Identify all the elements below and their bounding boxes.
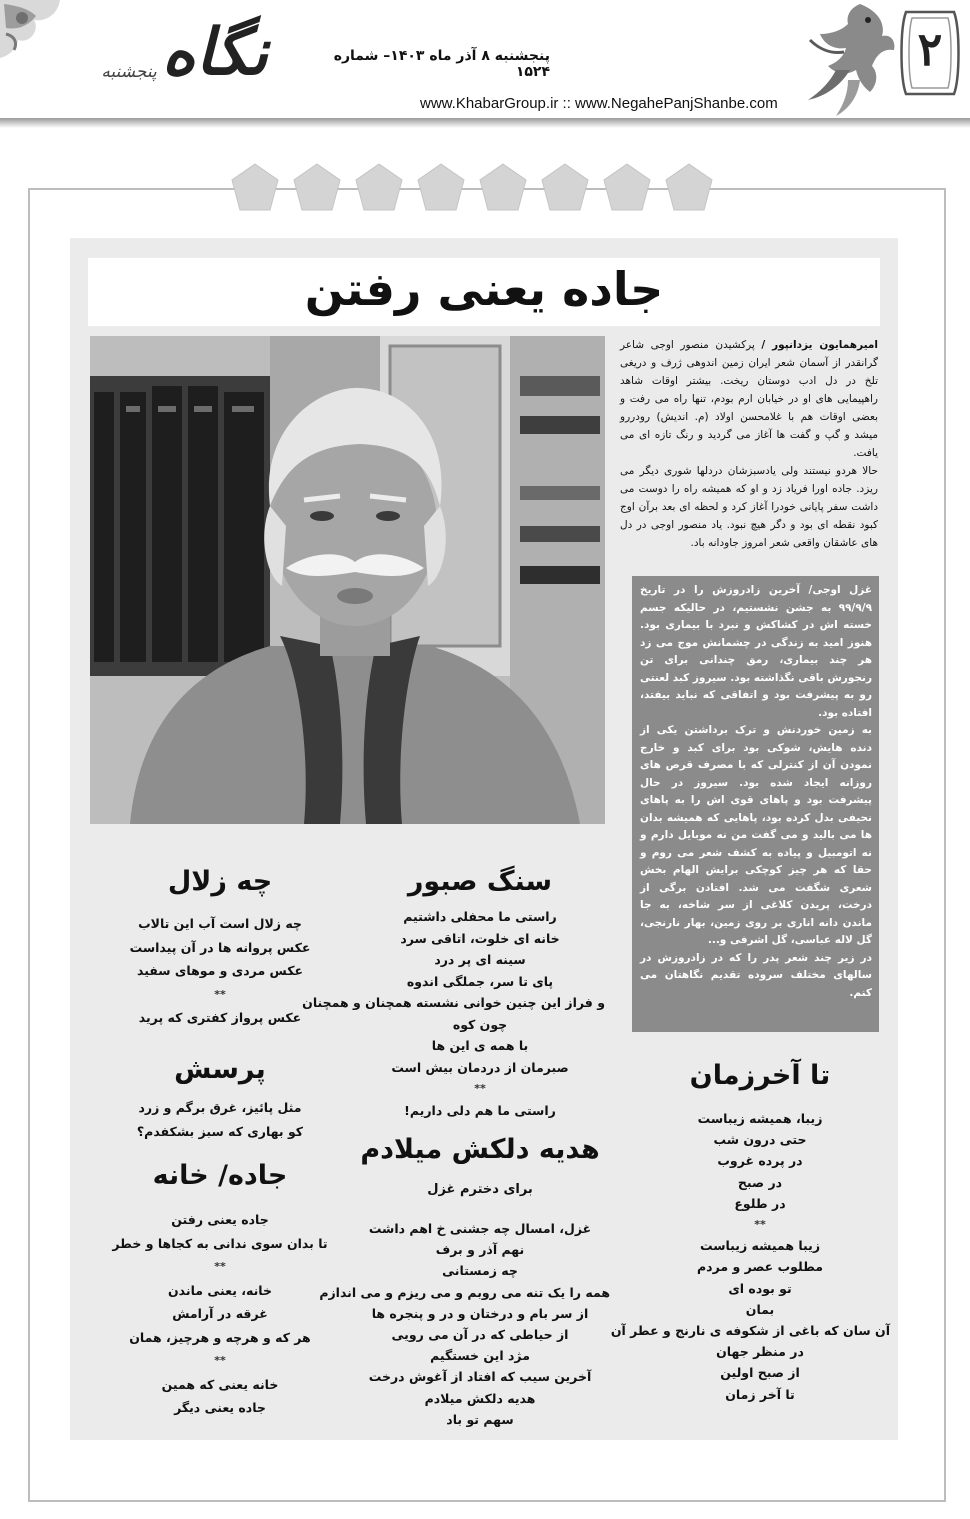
portrait-photo (90, 336, 605, 824)
poem-line: و فراز این چنین خوانی نشسته همچنان و همچنان (302, 995, 605, 1010)
masthead (0, 0, 970, 135)
poem-ta-akhar-zaman (610, 1108, 890, 1405)
poem-line: از صبح اولین (720, 1365, 800, 1381)
poem-line: خانه یعنی که همین (161, 1376, 279, 1392)
poem-line: حتی درون شب (713, 1132, 807, 1148)
floral-ornament-icon (0, 0, 72, 58)
article-title: جاده یعنی رفتن (304, 262, 664, 316)
poem-line: عکس پروانه ها در آن پیداست (129, 939, 311, 955)
poem-line: غرقه در آرامش (172, 1306, 268, 1321)
poem-line: در صبح (737, 1174, 783, 1190)
poem-line: همه را یک تنه می روبم و می ریزم و می اندازم (319, 1284, 610, 1300)
poem-line: در پرده غروب (717, 1153, 803, 1169)
poem-line: چه زلال است آب این تالاب (138, 916, 302, 931)
poem-line: تا بدان سوی ندانی به کجاها و خطر (112, 1235, 328, 1251)
poem-title-che-zolal: چه زلال (167, 866, 273, 897)
intro-text-1: پرکشیدن منصور اوجی شاعر گرانقدر از آسمان شعر ایران زمین اندوهی ژرف و دریغی تلخ در دل ادب دوستان ریخت. بیشتر اوقات شاهد راهپیمایی های او در خیابان ارم بودم، تنها راه می رفت و بعضی اوقات هم با غلامحسن اولاد (م. اندیش) رودررو میشد و گپ و گفت ها آغاز می گردید و رنگ تازه ای می یافت. (620, 339, 878, 459)
article-intro (620, 336, 878, 552)
pentagon-ornament-row (230, 160, 740, 216)
sidebar-text (640, 582, 872, 1002)
poem-separator: ** (214, 987, 226, 1001)
page-number: ۲ (917, 22, 943, 76)
poem-separator: ** (754, 1218, 766, 1232)
poem-line: خانه ای خلوت، اتاقی سرد (400, 930, 560, 946)
poem-subtitle-hediyeh: برای دخترم غزل (427, 1182, 533, 1197)
poem-line: راستی ما محفلی داشتیم (403, 909, 557, 924)
poem-sang-sabur (302, 906, 605, 1121)
poem-line: هر که و هرچه و هرچیز، همان (129, 1329, 311, 1345)
poem-porsesh (110, 1096, 330, 1143)
poem-line: آن سان که باغی از شکوفه ی نارنج و عطر آن (610, 1323, 890, 1339)
poem-line: خانه، یعنی ماندن (168, 1282, 272, 1298)
poem-title-jadeh-khaneh: جاده/ خانه (152, 1160, 288, 1191)
logo-subtitle: پنجشنبه (101, 62, 157, 82)
poem-line: عکس مردی و موهای سفید (136, 963, 304, 978)
poem-line: زیبا، همیشه زیباست (697, 1111, 823, 1126)
poem-separator: ** (214, 1354, 226, 1367)
poem-line: مژد این خستگیم (430, 1348, 530, 1364)
phoenix-ornament-icon (790, 0, 900, 118)
poem-line: عکس پرواز کفتری که پرید (138, 1010, 302, 1025)
author-byline: امیرهمایون یزدانپور / (761, 339, 878, 351)
poem-line: غزل، امسال چه جشنی خ اهم داشت (368, 1221, 592, 1236)
poem-line: جاده یعنی رفتن (171, 1212, 269, 1227)
poem-line: در طلوع (734, 1195, 786, 1211)
sidebar-paragraph-1: آخرین زادروزش را در تاریخ ۹۹/۹/۹ به جشن نشستیم، در حالیکه جسم خسته اش در کشاکش و نبرد با بیماری بود. هنوز امید به زندگی در چشمانش موج می زد هر چند بیماری، رمق چندانی برای تن رنجورش باقی نگذاشته بود. سیروز کبد لعنتی رو به پیشرفت بود و اتفاقی که نباید بیفتد، افتاده بود. (640, 584, 872, 719)
intro-text-2: حالا هردو نیستند ولی یادسبزشان دردلها شوری دیگر می ریزد. جاده اورا فریاد زد و او که همیشه راه را دوست می داشت سفر پایانی خودرا آغاز کرد و لحظه ای بعد برآن اوج کبود نقطه ای بود و دگر هیچ نبود. یاد منصور اوجی در دل های عاشقان واقعی شعر امروز جاودانه باد. (620, 465, 878, 549)
poem-line: تا آخر زمان (725, 1386, 795, 1402)
poem-title-hediyeh: هدیه دلکش میلادم (360, 1134, 600, 1165)
poem-title-porsesh: پرسش (174, 1054, 266, 1085)
poem-title-sang-sabur: سنگ صبور (407, 866, 553, 897)
poem-line: مثل پائیز، غرق برگم و زرد (138, 1100, 302, 1115)
poem-line: از سر بام و درختان و در و پنجره ها (371, 1305, 589, 1321)
website-urls: www.KhabarGroup.ir :: www.NegahePanjShanbe.com (420, 95, 778, 112)
poem-line: زیبا همیشه زیباست (699, 1238, 821, 1254)
poem-line: چه زمستانی (442, 1263, 518, 1279)
poem-line: سینه ای پر درد (434, 952, 526, 967)
poem-line: با همه ی این ها (431, 1038, 529, 1053)
poem-separator: ** (214, 1260, 226, 1273)
poem-line: هدیه دلکش میلادم (424, 1390, 536, 1406)
issue-date-line: پنجشنبه ۸ آذر ماه ۱۴۰۳– شماره ۱۵۲۴ (333, 48, 550, 80)
poem-line: سهم تو باد (446, 1411, 514, 1427)
poem-line: مطلوب عصر و مردم (697, 1259, 823, 1275)
poem-line: چون کوه (452, 1016, 508, 1032)
intro-paragraph (620, 336, 878, 462)
poem-line: کو بهاری که سبز بشکفدم؟ (136, 1123, 304, 1139)
poem-line: در منظر جهان (716, 1344, 804, 1360)
sidebar-lead: غزل اوجی/ (808, 584, 872, 596)
header-divider (0, 118, 970, 128)
poem-line: آخرین سیب که افتاد از آغوش درخت (368, 1369, 592, 1385)
newspaper-logo: نگاه (161, 15, 269, 90)
sidebar-paragraph-3: در زیر چند شعر پدر را که در زادروزش در سالهای مختلف سروده تقدیم نگاهتان می کنم. (640, 951, 872, 999)
poem-jadeh-khaneh (95, 1208, 345, 1420)
poem-line: بمان (745, 1301, 775, 1317)
poem-line: از حیاطی که در آن می رویی (391, 1327, 569, 1343)
sidebar-paragraph-2: به زمین خوردنش و ترک برداشتن یکی از دنده هایش، شوکی بود برای کبد و خارج نمودن آن از کنترلی که با مصرف قرص های روزانه ایجاد شده بود. سیروز در حال پیشرفت بود و پاهای قوی اش را به پاهای نحیفی بدل کرده بود، پاهایی که همیشه بدان ها می بالید و می گفت من نه موبایل دارم و نه اتومبیل و پیاده به کشف شعر می روم و حقا که هر چیز کوچکی برایش الهام بخش شعری شگفت می شد. افتادن برگی از درخت، پریدن کلاغی از سر شاخه، به جا ماندن دانه اناری بر روی زمین، بهار نارنجی، گل لاله عباسی، گل اشرفی و... (640, 724, 872, 946)
poem-title-ta-akhar-zaman: تا آخرزمان (689, 1060, 831, 1091)
poem-line: نهم آذر و برف (435, 1242, 525, 1258)
poem-line: پای تا سر، جملگی اندوه (406, 973, 554, 989)
poem-separator: ** (474, 1082, 486, 1095)
poem-che-zolal (110, 912, 330, 1030)
poem-line: صبرمان از دردمان بیش است (391, 1059, 569, 1075)
poem-line: جاده یعنی دیگر (174, 1400, 266, 1415)
poem-line: تو بوده ای (728, 1280, 792, 1296)
poem-line: راستی ما هم دلی داریم! (404, 1102, 556, 1118)
intro-paragraph (620, 462, 878, 552)
poem-hediyeh (319, 1218, 610, 1430)
